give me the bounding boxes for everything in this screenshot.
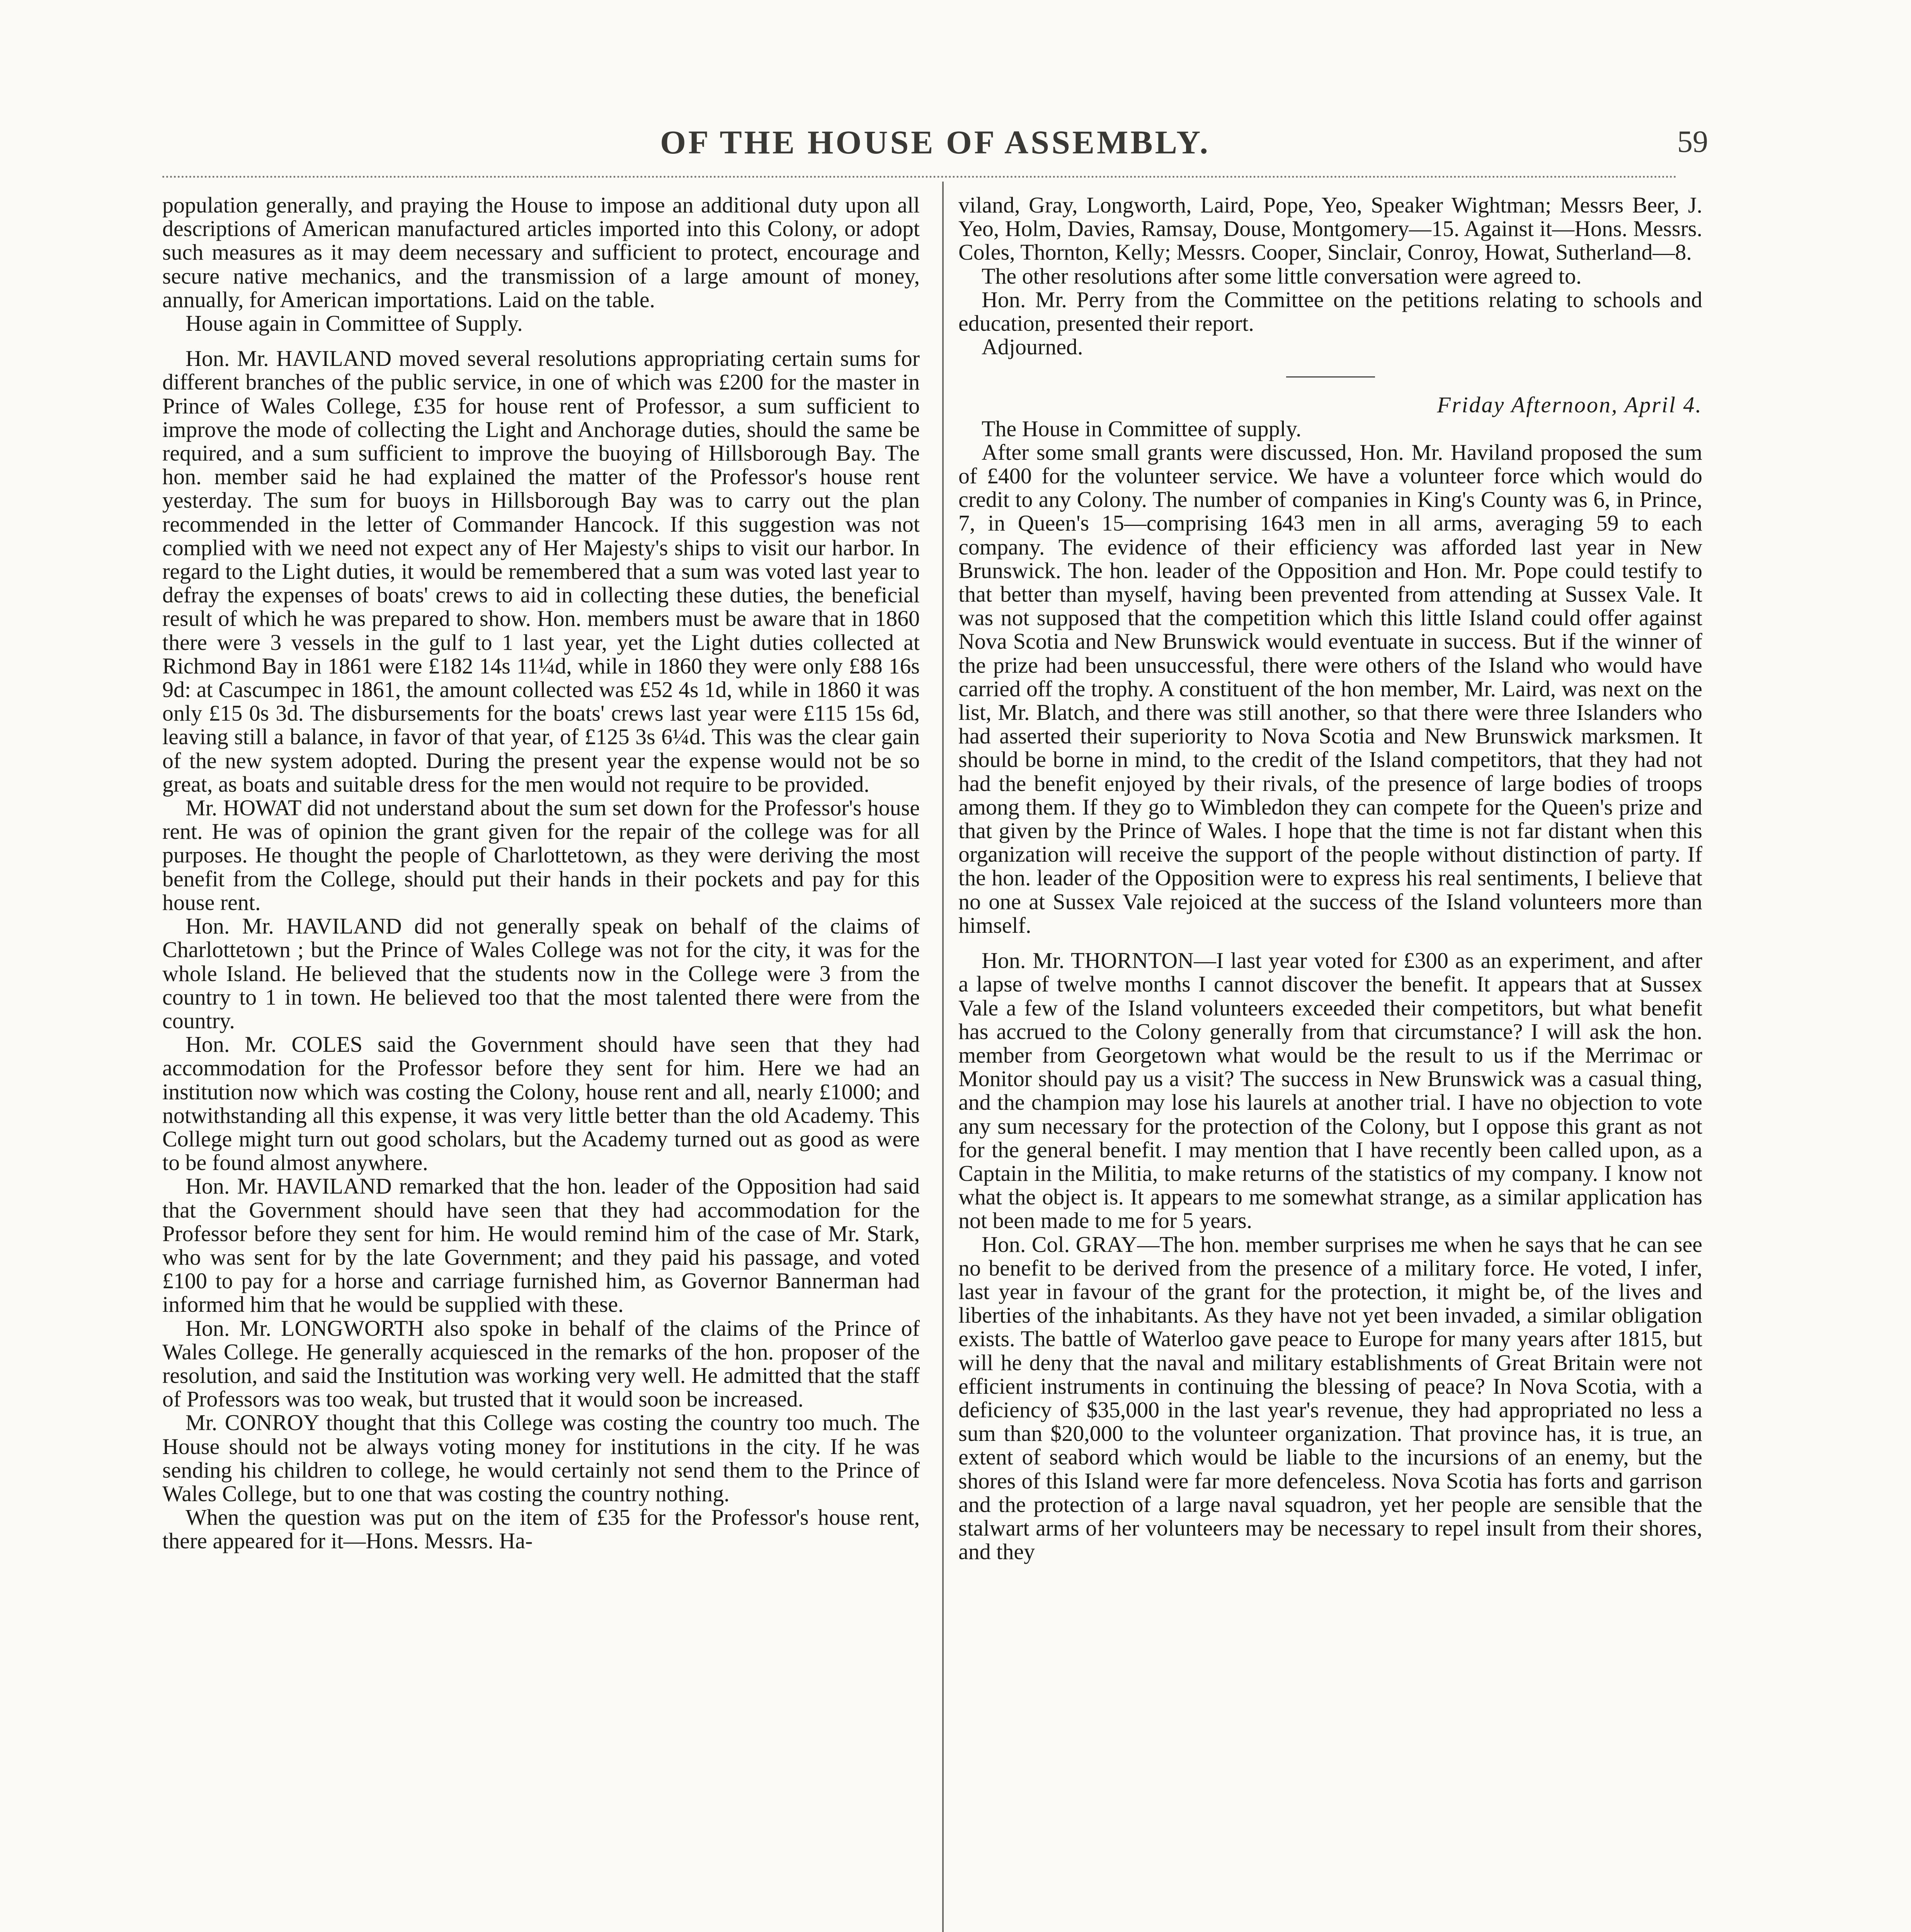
paragraph: Hon. Mr. LONGWORTH also spoke in behalf of the claims of the Prince of Wales College. He generally acquiesced in the remarks of the hon. proposer of the resolution, and said the Institution was working very well. He admitted that the staff of Professors was too weak, but trusted that it would soon be increased. [162, 1315, 920, 1412]
page-header [162, 123, 1708, 173]
paragraph: After some small grants were discussed, Hon. Mr. Haviland proposed the sum of £400 for the volunteer service. We have a volunteer force which would do credit to any Colony. The number of companies in King's County was 6, in Prince, 7, in Queen's 15—comprising 1643 men in all arms, averaging 59 to each company. The evidence of their efficiency was afforded last year in New Brunswick. The hon. leader of the Opposition and Hon. Mr. Pope could testify to that better than myself, having been prevented from attending at Sussex Vale. It was not supposed that the competition which this little Island could offer against Nova Scotia and New Brunswick would eventuate in success. But if the winner of the prize had been unsuccessful, there were others of the Island who would have carried off the trophy. A constituent of the hon member, Mr. Laird, was next on the list, Mr. Blatch, and there was still another, so that there were three Islanders who had asserted their superiority to Nova Scotia and New Brunswick marksmen. It should be borne in mind, to the credit of the Island competitors, that they had not had the benefit enjoyed by their rivals, of the presence of large bodies of troops among them. If they go to Wimbledon they can compete for the Queen's prize and that given by the Prince of Wales. I hope that the time is not far distant when this organization will receive the support of the people without distinction of party. If the hon. leader of the Opposition were to express his real sentiments, I believe that no one at Sussex Vale rejoiced at the success of the Island volunteers more than himself. [958, 439, 1702, 938]
page-number: 59 [1677, 125, 1708, 159]
paragraph: viland, Gray, Longworth, Laird, Pope, Yeo, Speaker Wightman; Messrs Beer, J. Yeo, Holm, Davies, Ramsay, Douse, Montgomery—15. Against it—Hons. Messrs. Coles, Thornton, Kelly; Messrs. Cooper, Sinclair, Conroy, Howat, Sutherland—8. [958, 192, 1702, 265]
paragraph: Hon. Mr. HAVILAND remarked that the hon. leader of the Opposition had said that the Government should have seen that they had accommodation for the Professor before they sent for him. He would remind him of the case of Mr. Stark, who was sent for by the late Government; and they paid his passage, and voted £100 to pay for a horse and carriage furnished him, as Governor Bannerman had informed him that he would be supplied with these. [162, 1173, 920, 1317]
running-title: OF THE HOUSE OF ASSEMBLY. [660, 124, 1210, 161]
paragraph: population generally, and praying the House to impose an additional duty upon all descriptions of American manufactured articles imported into this Colony, or adopt such measures as it may deem necessary and sufficient to protect, encourage and secure native mechanics, and the transmission of a large amount of money, annually, for American importations. Laid on the table. [162, 192, 920, 312]
paragraph: The other resolutions after some little conversation were agreed to. [982, 263, 1582, 289]
paragraph: Mr. HOWAT did not understand about the sum set down for the Professor's house rent. He was of opinion the grant given for the repair of the college was for all purposes. He thought the people of Charlottetown, as they were deriving the most benefit from the College, should put their hands in their pockets and pay for this house rent. [162, 795, 920, 915]
dateline: Friday Afternoon, April 4. [1437, 392, 1702, 418]
header-rule [162, 176, 1677, 178]
paragraph: Mr. CONROY thought that this College was costing the country too much. The House should not be always voting money for institutions in the city. If he was sending his children to college, he would certainly not send them to the Prince of Wales College, but to one that was costing the country nothing. [162, 1410, 920, 1506]
right-column [958, 193, 1702, 1563]
paragraph: Hon. Col. GRAY—The hon. member surprises me when he says that he can see no benefit to be derived from the presence of a military force. He voted, I infer, last year in favour of the grant for the protection, it might be, of the lives and liberties of the inhabitants. As they have not yet been invaded, a similar obligation exists. The battle of Waterloo gave peace to Europe for many years after 1815, but will he deny that the naval and military establishments of Great Britain were not efficient instruments in continuing the blessing of peace? In Nova Scotia, with a deficiency of $35,000 in the last year's revenue, they had appropriated no less a sum than $20,000 to the volunteer organization. That province has, it is true, an extent of seabord which would be liable to the incursions of an enemy, but the shores of this Island were far more defenceless. Nova Scotia has forts and garrison and the protection of a large naval squadron, yet her people are sensible that the stalwart arms of her volunteers may be necessary to repel insult from their shores, and they [958, 1231, 1702, 1565]
left-column [162, 193, 920, 1553]
paragraph: Hon. Mr. COLES said the Government should have seen that they had accommodation for the Professor before they sent for him. Here we had an institution now which was costing the Colony, house rent and all, nearly £1000; and notwithstanding all this expense, it was very little better than the old Academy. This College might turn out good scholars, but the Academy turned out as good as were to be found almost anywhere. [162, 1032, 920, 1175]
paragraph: Adjourned. [982, 334, 1083, 360]
paragraph: The House in Committee of supply. [982, 416, 1302, 441]
section-separator [1286, 376, 1375, 378]
paragraph: House again in Committee of Supply. [185, 311, 523, 336]
paragraph: Hon. Mr. HAVILAND did not generally speak on behalf of the claims of Charlottetown ; but the Prince of Wales College was not for the city, it was for the whole Island. He believed that the students now in the College were 3 from the country to 1 in town. He believed too that the most talented there were from the country. [162, 913, 920, 1033]
paragraph: When the question was put on the item of £35 for the Professor's house rent, there appeared for it—Hons. Messrs. Ha- [162, 1505, 920, 1554]
paragraph: Hon. Mr. THORNTON—I last year voted for £300 as an experiment, and after a lapse of twelve months I cannot discover the benefit. It appears that at Sussex Vale a few of the Island volunteers exceeded their competitors, but what benefit has accrued to the Colony generally from that circumstance? I will ask the hon. member from Georgetown what would be the result to us if the Merrimac or Monitor should pay us a visit? The success in New Brunswick was a casual thing, and the champion may lose his laurels at another trial. I have no objection to vote any sum necessary for the protection of the Colony, but I oppose this grant as not for the general benefit. I may mention that I have recently been called upon, as a Captain in the Militia, to make returns of the statistics of my company. I know not what the object is. It appears to me somewhat strange, as a similar application has not been made to me for 5 years. [958, 948, 1702, 1233]
paragraph: Hon. Mr. HAVILAND moved several resolutions appropriating certain sums for different branches of the public service, in one of which was £200 for the master in Prince of Wales College, £35 for house rent of Professor, a sum sufficient to improve the mode of collecting the Light and Anchorage duties, should the same be required, and a sum sufficient to improve the buoying of Hillsborough Bay. The hon. member said he had explained the matter of the Professor's house rent yesterday. The sum for buoys in Hillsborough Bay was to carry out the plan recommended in the letter of Commander Hancock. If this suggestion was not complied with we need not expect any of Her Majesty's ships to visit our harbor. In regard to the Light duties, it would be remembered that a sum was voted last year to defray the expenses of boats' crews to aid in collecting these duties, the beneficial result of which he was prepared to show. Hon. members must be aware that in 1860 there were 3 vessels in the gulf to 1 last year, yet the Light duties collected at Richmond Bay in 1861 were £182 14s 11¼d, while in 1860 they were only £88 16s 9d: at Cascumpec in 1861, the amount collected was £52 4s 1d, while in 1860 it was only £15 0s 3d. The disbursements for the boats' crews last year were £115 15s 6d, leaving still a balance, in favor of that year, of £125 3s 6¼d. This was the clear gain of the new system adopted. During the present year the expense would not be so great, as boats and suitable dress for the men would not require to be provided. [162, 346, 920, 797]
paragraph: Hon. Mr. Perry from the Committee on the petitions relating to schools and education, presented their report. [958, 287, 1702, 336]
column-divider [942, 182, 944, 1932]
